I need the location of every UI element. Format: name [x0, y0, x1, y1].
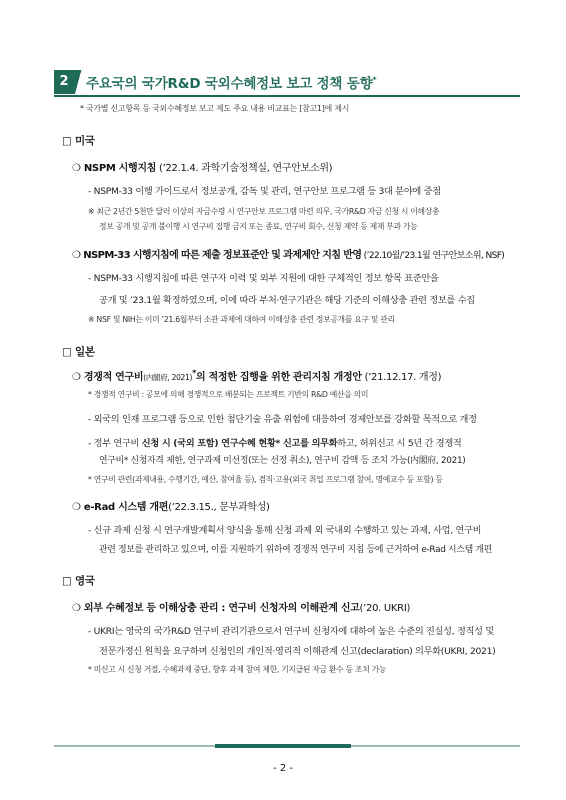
japan-item1-title-rest: 의 적정한 집행을 위한 관리지침 개정안 [196, 372, 362, 383]
japan-item2-title [72, 498, 270, 513]
section-title-text: 주요국의 국가R&D 국외수혜정보 보고 정책 동향 [86, 76, 373, 92]
section-underline [54, 95, 520, 97]
usa-heading: □ 미국 [62, 135, 95, 147]
japan-item1-line2-a: - 정부 연구비 [88, 438, 142, 449]
japan-item1-line2-b: 신청 시 (국외 포함) 연구수혜 현황 [141, 438, 276, 449]
usa-item1-note2: 정보 공개 및 공개 불이행 시 연구비 집행 금지 또는 종료, 연구비 회수, 신청 제약 등 제재 부과 가능 [99, 222, 418, 231]
uk-item1-note1: * 미신고 시 신청 거절, 수혜과제 중단, 향후 과제 참여 제한, 기지급된 자금 환수 등 조치 가능 [88, 665, 387, 674]
usa-item1-line1: - NSPM-33 이행 가이드로서 정보공개, 감독 및 관리, 연구안보 프로그램 등 3대 분야에 중점 [88, 186, 441, 197]
japan-item2-title-text: ❍ e-Rad 시스템 개편 [72, 502, 169, 513]
japan-item2-line1: - 신규 과제 신청 시 연구개발계획서 양식을 통해 신청 과제 외 국내외 수행하고 있는 과제, 사업, 연구비 [88, 525, 482, 536]
japan-item2-line2: 관련 정보를 관리하고 있으며, 이를 지원하기 위하여 경쟁적 연구비 지침 등에 근거하여 e-Rad 시스템 개편 [99, 545, 492, 555]
page-number: - 2 - [273, 763, 293, 774]
japan-item1-line3: 연구비* 신청자격 제한, 연구과제 미선정(또는 선정 취소), 연구비 감액 등 조치 가능(内閣府, 2021) [99, 456, 466, 466]
section-number: 2 [54, 70, 74, 94]
uk-item1-title [72, 599, 410, 614]
japan-item1-line2-c: * 신고 [275, 438, 301, 449]
section-title [86, 72, 376, 92]
section-number-slant [74, 70, 86, 94]
japan-item1-note2: * 연구비 관련(과제내용, 수행기간, 예산, 참여율 등), 겸직·고용(외국 취업 프로그램 참여, 명예교수 등 포함) 등 [88, 475, 443, 484]
japan-item2-meta: (’22.3.15., 문부과학성) [168, 502, 270, 513]
japan-item1-line1: - 외국의 인재 프로그램 등으로 인한 첨단기술 유출 위험에 대응하여 경제안보를 강화할 목적으로 개정 [88, 414, 477, 425]
usa-item2-title-text: ❍ NSPM-33 시행지침에 따른 제출 정보표준안 및 과제제안 지침 반영 [72, 250, 362, 261]
japan-item1-line2-d: 를 의무화 [300, 438, 338, 449]
uk-item1-line1: - UKRI는 영국의 국가R&D 연구비 관리기관으로서 연구비 신청자에 대하여 높은 수준의 진실성, 정직성 및 [88, 626, 494, 637]
uk-item1-title-text: ❍ 외부 수혜정보 등 이해상충 관리 : 연구비 신청자의 이해관계 신고 [72, 603, 360, 614]
japan-item1-title [72, 368, 441, 383]
japan-heading: □ 일본 [62, 346, 95, 358]
japan-item1-line2-e: 하고, 허위신고 시 5년 간 경쟁적 [337, 438, 462, 449]
uk-item1-meta: (’20. UKRI) [359, 603, 411, 614]
usa-item1-meta: (’22.1.4. 과학기술정책실, 연구안보소위) [156, 163, 333, 174]
usa-item1-note1: ※ 최근 2년간 5천만 달러 이상의 자금수령 시 연구안보 프로그램 마련 의무, 국가R&D 자금 신청 시 이해상충 [88, 207, 440, 216]
usa-item2-title [72, 246, 504, 261]
section-title-mark: * [372, 75, 377, 85]
japan-item1-title-small: (内閣府, 2021) [143, 373, 193, 382]
usa-item2-line2: 공개 및 ’23.1월 확정하였으며, 이에 따라 부처·연구기관은 해당 기준의 이해상충 관련 정보를 수집 [99, 295, 475, 306]
section-header [54, 70, 520, 96]
uk-heading: □ 영국 [62, 575, 95, 587]
japan-item1-line2 [88, 435, 461, 449]
usa-item2-line1: - NSPM-33 시행지침에 따른 연구자 이력 및 외부 지원에 대한 구체적인 정보 항목 표준안을 [88, 273, 439, 284]
japan-item1-note1: * 경쟁적 연구비 : 공모에 의해 경쟁적으로 배분되는 프로젝트 기반의 R&D 예산을 의미 [88, 390, 369, 399]
usa-item1-title-text: ❍ NSPM 시행지침 [72, 163, 157, 174]
japan-item1-title-mark: * [192, 368, 197, 378]
footer-accent-bar [215, 744, 351, 748]
usa-item2-meta: (’22.10월/’23.1월 연구안보소위, NSF) [361, 251, 505, 261]
section-note: * 국가별 신고항목 등 국외수혜정보 보고 제도 주요 내용 비교표는 [참고1]에 제시 [80, 104, 350, 113]
usa-item2-note1: ※ NSF 및 NIH는 이미 ’21.6월부터 소관 과제에 대하여 이해상충 관련 정보공개를 요구 및 관리 [88, 315, 395, 324]
japan-item1-meta: (’21.12.17. 개정) [361, 372, 442, 383]
uk-item1-line2: 전문가정신 원칙을 요구하며 신청인의 개인적·영리적 이해관계 신고(declaration) 의무화(UKRI, 2021) [99, 646, 496, 657]
usa-item1-title [72, 159, 332, 174]
japan-item1-title-text: ❍ 경쟁적 연구비 [72, 372, 144, 383]
